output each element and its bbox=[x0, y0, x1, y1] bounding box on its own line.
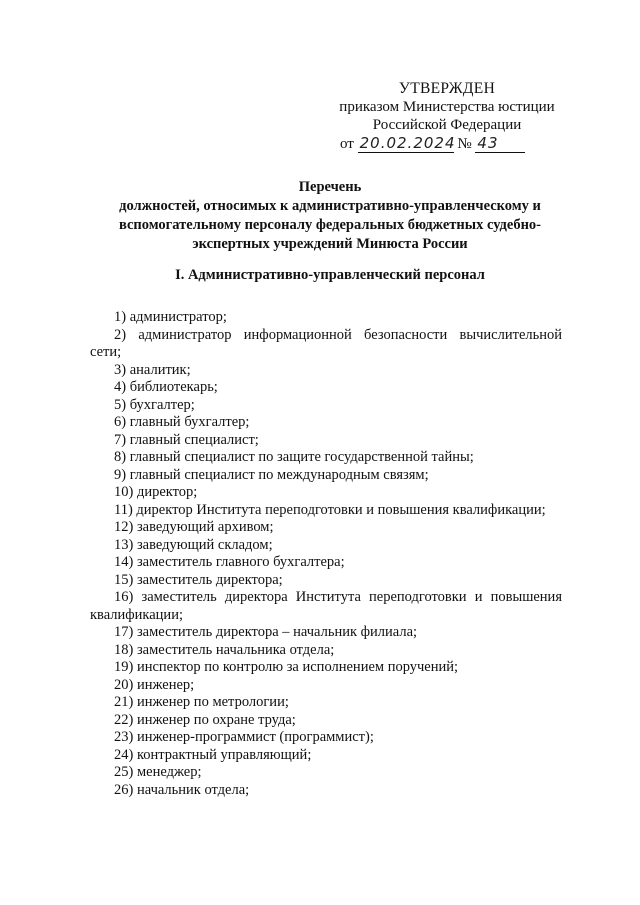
list-item: 11) директор Института переподготовки и повышения квалификации; bbox=[114, 501, 546, 518]
date-prefix: от bbox=[340, 136, 354, 152]
list-item: 24) контрактный управляющий; bbox=[114, 746, 312, 763]
list-item: 6) главный бухгалтер; bbox=[114, 414, 250, 430]
list-item: 12) заведующий архивом; bbox=[114, 519, 274, 535]
approval-label: УТВЕРЖДЕН bbox=[398, 80, 496, 97]
section-heading: I. Административно-управленческий персонал bbox=[175, 267, 485, 283]
list-item: 4) библиотекарь; bbox=[114, 379, 218, 395]
list-item: 14) заместитель главного бухгалтера; bbox=[114, 554, 345, 570]
list-item: 26) начальник отдела; bbox=[114, 781, 250, 798]
list-item: 3) аналитик; bbox=[114, 361, 191, 378]
list-item: 10) директор; bbox=[114, 484, 198, 500]
document-title bbox=[80, 178, 580, 254]
list-item: 22) инженер по охране труда; bbox=[114, 711, 296, 728]
positions-list bbox=[90, 309, 562, 799]
list-item: 16) заместитель директора Института переподготовки и повышения квалификации; bbox=[90, 589, 562, 623]
title-subtitle: должностей, относимых к административно-управленческому и вспомогательному персоналу федеральных бюджетных судебно-экспертных учреждений Минюста России bbox=[118, 198, 542, 252]
handwritten-number: 43 bbox=[475, 134, 525, 153]
list-item: 13) заведующий складом; bbox=[114, 536, 273, 553]
approval-line-2: Российской Федерации bbox=[372, 117, 522, 133]
number-prefix: № bbox=[457, 136, 472, 152]
handwritten-date: 20.02.2024 bbox=[359, 134, 456, 152]
approval-block bbox=[330, 80, 564, 153]
list-item: 1) администратор; bbox=[114, 309, 227, 325]
list-item: 9) главный специалист по международным связям; bbox=[114, 466, 429, 483]
list-item: 15) заместитель директора; bbox=[114, 571, 283, 588]
approval-date-line bbox=[330, 134, 564, 153]
list-item: 2) администратор информационной безопасности вычислительной сети; bbox=[90, 326, 562, 360]
list-item: 5) бухгалтер; bbox=[114, 396, 195, 413]
list-item: 23) инженер-программист (программист); bbox=[114, 729, 374, 745]
list-item: 18) заместитель начальника отдела; bbox=[114, 641, 335, 658]
list-item: 7) главный специалист; bbox=[114, 431, 259, 448]
list-item: 8) главный специалист по защите государственной тайны; bbox=[114, 449, 474, 465]
list-item: 25) менеджер; bbox=[114, 764, 202, 780]
approval-line-1: приказом Министерства юстиции bbox=[339, 99, 555, 115]
list-item: 21) инженер по метрологии; bbox=[114, 694, 289, 710]
list-item: 20) инженер; bbox=[114, 676, 195, 693]
list-item: 19) инспектор по контролю за исполнением поручений; bbox=[114, 659, 459, 675]
list-item: 17) заместитель директора – начальник филиала; bbox=[114, 624, 418, 640]
title-heading: Перечень bbox=[298, 179, 362, 195]
